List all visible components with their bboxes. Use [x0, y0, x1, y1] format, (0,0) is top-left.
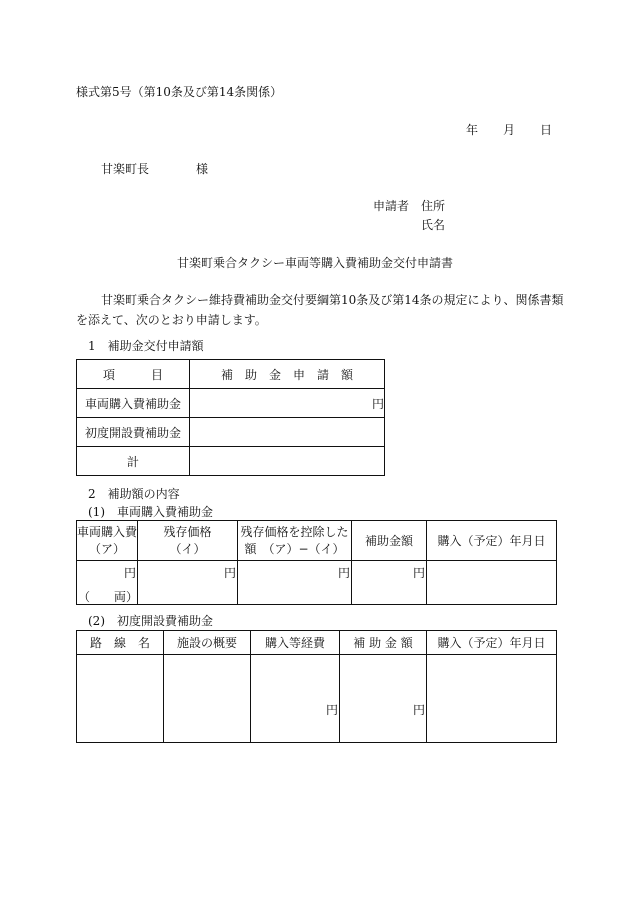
document-title: 甘楽町乗合タクシー車両等購入費補助金交付申請書 — [176, 256, 453, 270]
section1-heading: 1 補助金交付申請額 — [88, 339, 204, 353]
subsidy-amount-cell[interactable] — [340, 655, 427, 743]
header-subsidy-amount: 補 助 金 額 — [340, 631, 427, 655]
amount-cell-total[interactable] — [190, 447, 385, 476]
applicant-label: 申請者 — [373, 199, 410, 213]
applicant-address-label: 住所 — [421, 199, 446, 213]
purchase-date-cell[interactable] — [427, 655, 557, 743]
body-text-line1: 甘楽町乗合タクシー維持費補助金交付要綱第10条及び第14条の規定により、関係書類 — [101, 293, 564, 307]
purchase-date-cell[interactable] — [427, 561, 557, 605]
addressee-honorific: 様 — [196, 162, 209, 176]
facility-overview-cell[interactable] — [164, 655, 251, 743]
route-name-cell[interactable] — [77, 655, 164, 743]
net-amount-cell[interactable] — [238, 561, 352, 605]
body-text-line2: を添えて、次のとおり申請します。 — [76, 313, 267, 327]
form-number: 様式第5号（第10条及び第14条関係） — [76, 85, 283, 99]
residual-value-cell[interactable] — [138, 561, 238, 605]
vehicle-count-label: （ 両） — [78, 589, 139, 604]
vehicle-purchase-table — [76, 520, 557, 605]
amount-cell-vehicle[interactable] — [190, 389, 385, 418]
yen-unit: 円 — [123, 565, 136, 580]
yen-unit: 円 — [223, 565, 236, 580]
purchase-cost-cell[interactable] — [251, 655, 340, 743]
header-purchase-date: 購入（予定）年月日 — [427, 521, 557, 561]
yen-unit: 円 — [325, 702, 338, 717]
header-item: 項 目 — [77, 360, 190, 389]
row-label-total: 計 — [77, 447, 190, 476]
amount-cell-initial[interactable] — [190, 418, 385, 447]
yen-unit: 円 — [412, 565, 425, 580]
header-amount: 補 助 金 申 請 額 — [190, 360, 385, 389]
yen-unit: 円 — [412, 702, 425, 717]
addressee-name: 甘楽町長 — [101, 162, 150, 176]
header-facility-overview: 施設の概要 — [164, 631, 251, 655]
header-residual-value: 残存価格 （イ） — [138, 521, 238, 561]
yen-unit: 円 — [371, 396, 384, 411]
date-day: 日 — [540, 123, 553, 137]
header-vehicle-cost: 車両購入費 （ア） — [77, 521, 138, 561]
section2-sub2-heading: (2) 初度開設費補助金 — [88, 614, 213, 628]
date-year: 年 — [466, 123, 479, 137]
subsidy-amount-cell[interactable] — [352, 561, 427, 605]
yen-unit: 円 — [337, 565, 350, 580]
section2-heading: 2 補助額の内容 — [88, 487, 180, 501]
application-amount-table — [76, 359, 385, 476]
section2-sub1-heading: (1) 車両購入費補助金 — [88, 505, 213, 519]
row-label-vehicle: 車両購入費補助金 — [77, 389, 190, 418]
header-purchase-date: 購入（予定）年月日 — [427, 631, 557, 655]
header-route-name: 路 線 名 — [77, 631, 164, 655]
applicant-name-label: 氏名 — [421, 218, 446, 232]
row-label-initial: 初度開設費補助金 — [77, 418, 190, 447]
header-subsidy-amount: 補助金額 — [352, 521, 427, 561]
date-month: 月 — [503, 123, 516, 137]
vehicle-cost-cell[interactable] — [77, 561, 138, 605]
header-purchase-cost: 購入等経費 — [251, 631, 340, 655]
header-net-amount: 残存価格を控除した 額 （ア）−（イ） — [238, 521, 352, 561]
initial-setup-table — [76, 630, 557, 743]
